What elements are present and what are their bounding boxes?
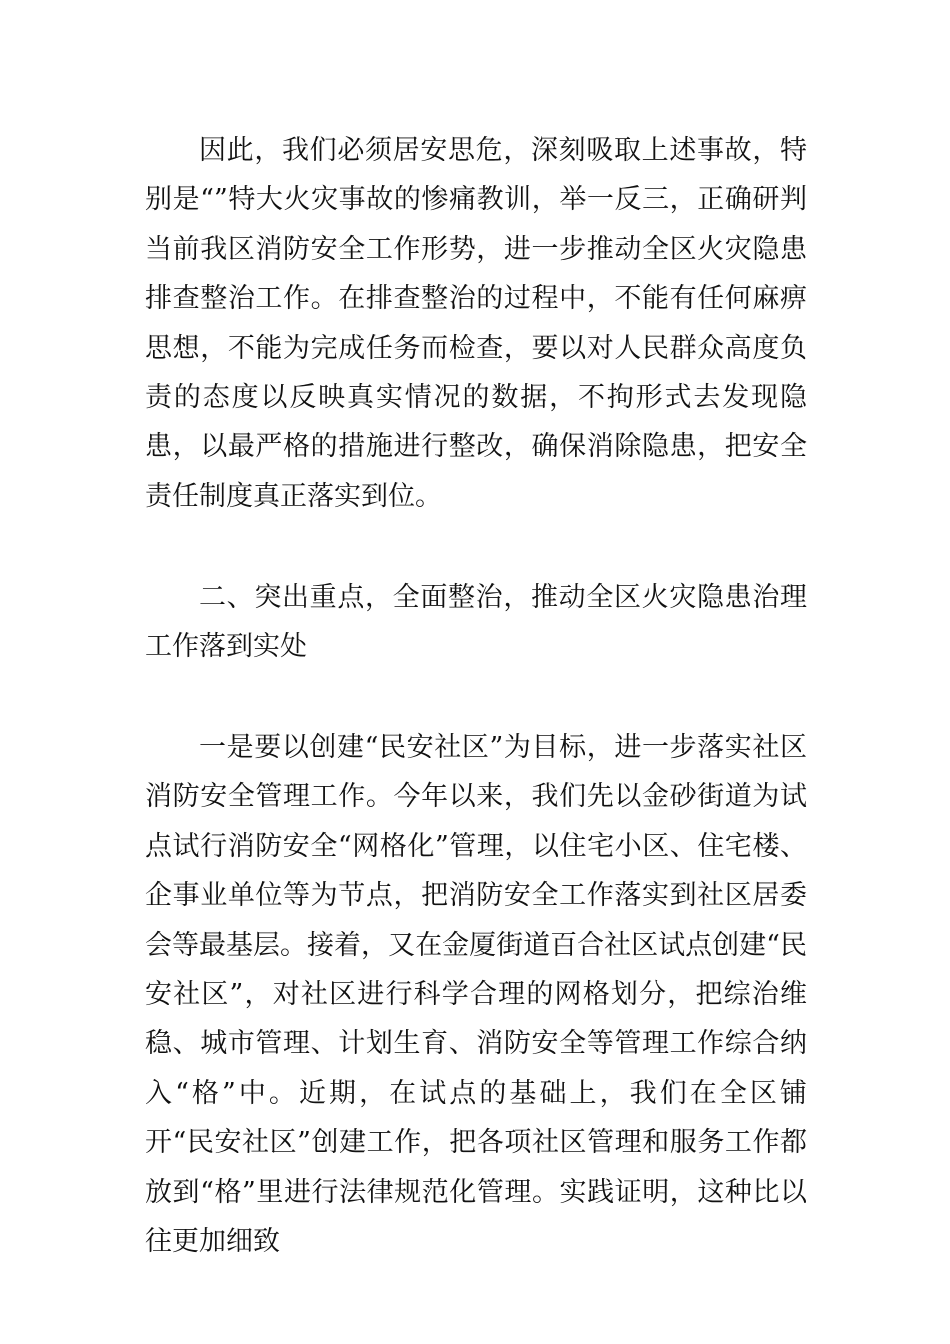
- body-paragraph: 因此，我们必须居安思危，深刻吸取上述事故，特别是“”特大火灾事故的惨痛教训，举一反三，正确研判当前我区消防安全工作形势，进一步推动全区火灾隐患排查整治工作。在排查整治的过程中，不能有任何麻痹思想，不能为完成任务而检查，要以对人民群众高度负责的态度以反映真实情况的数据，不拘形式去发现隐患，以最严格的措施进行整改，确保消除隐患，把安全责任制度真正落实到位。: [145, 135, 807, 512]
- body-paragraph: 一是要以创建“民安社区”为目标，进一步落实社区消防安全管理工作。今年以来，我们先以金砂街道为试点试行消防安全“网格化”管理，以住宅小区、住宅楼、企事业单位等为节点，把消防安全工作落实到社区居委会等最基层。接着，又在金厦街道百合社区试点创建“民安社区”，对社区进行科学合理的网格划分，把综治维稳、城市管理、计划生育、消防安全等管理工作综合纳入“格”中。近期，在试点的基础上，我们在全区铺开“民安社区”创建工作，把各项社区管理和服务工作都放到“格”里进行法律规范化管理。实践证明，这种比以往更加细致: [145, 732, 807, 1258]
- section-heading: 二、突出重点，全面整治，推动全区火灾隐患治理工作落到实处: [145, 582, 807, 663]
